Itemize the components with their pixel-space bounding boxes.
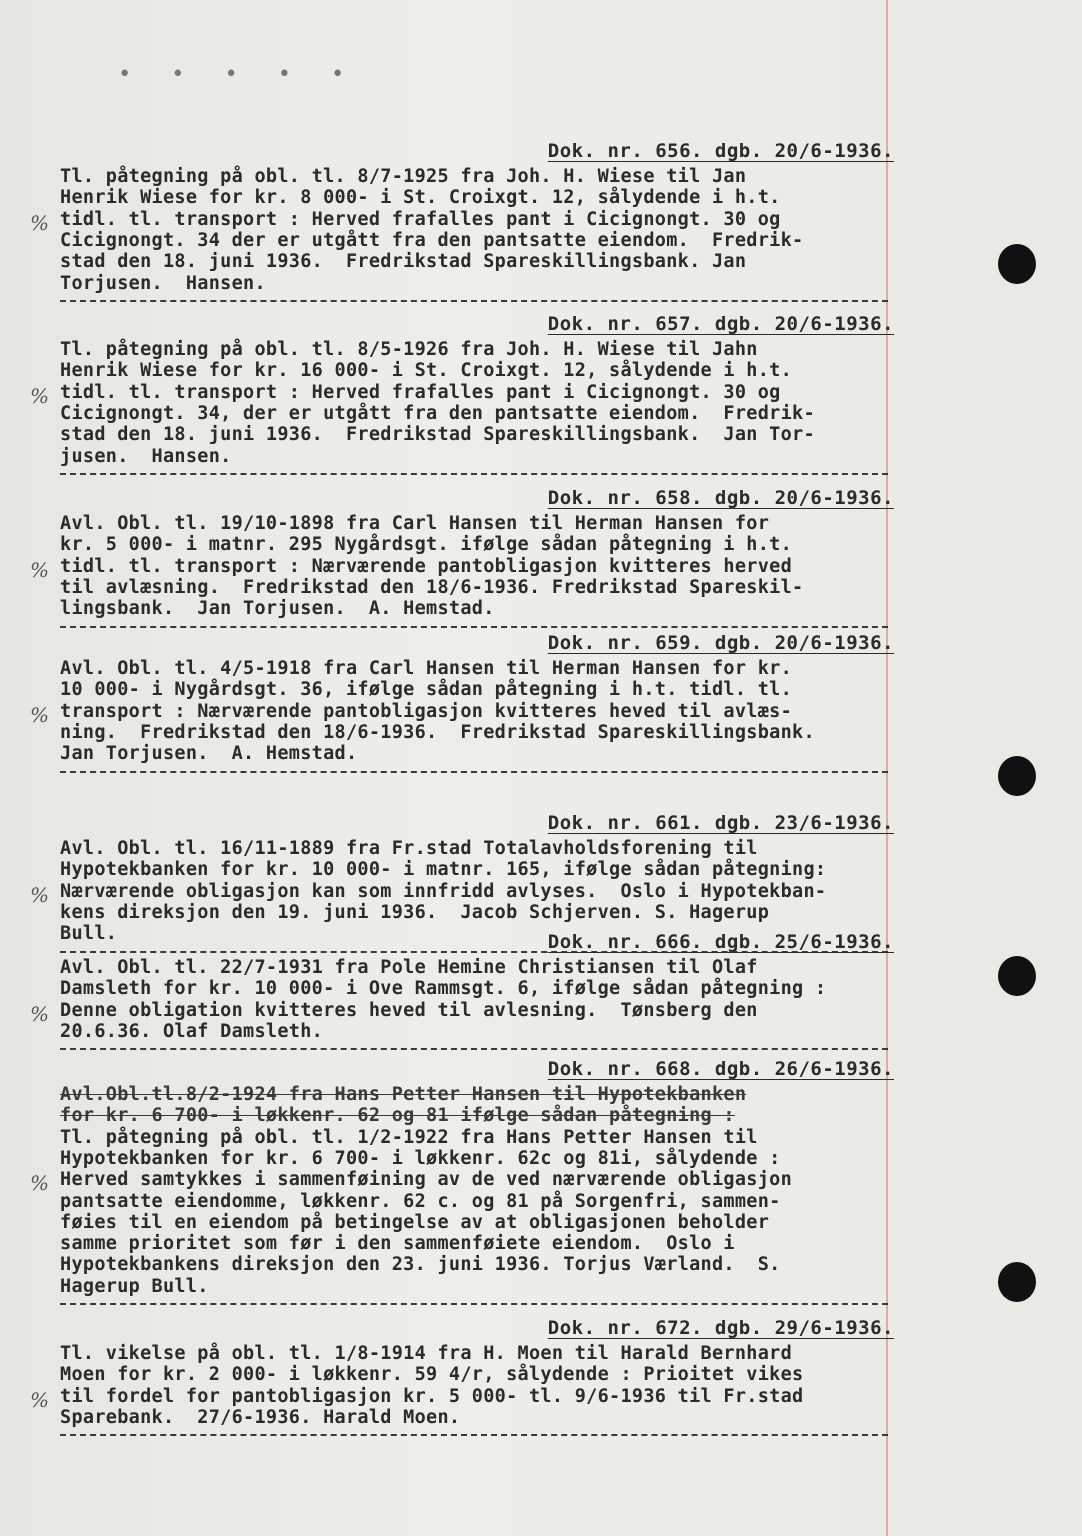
entry-text-line: Cicignongt. 34 der er utgått fra den pantsatte eiendom. Fredrik- xyxy=(60,229,804,251)
entry-text-line: Tl. påtegning på obl. tl. 8/5-1926 fra Joh. H. Wiese til Jahn xyxy=(60,339,758,360)
punch-hole xyxy=(998,1262,1036,1302)
entry-heading: Dok. nr. 658. dgb. 20/6-1936. xyxy=(547,487,894,509)
entry-text-line: Tl. vikelse på obl. tl. 1/8-1914 fra H. Moen til Harald Bernhard xyxy=(60,1343,793,1364)
entry-text-line: Henrik Wiese for kr. 16 000- i St. Croixgt. 12, sålydende i h.t. xyxy=(60,360,793,382)
entry-text-line: pantsatte eiendomme, løkkenr. 62 c. og 81 på Sorgenfri, sammen- xyxy=(60,1190,781,1212)
entry-text-line: tidl. tl. transport : Herved frafalles pant i Cicignongt. 30 og xyxy=(60,208,781,230)
entry-text-line: til fordel for pantobligasjon kr. 5 000- tl. 9/6-1936 til Fr.stad xyxy=(60,1385,804,1407)
entry-heading: Dok. nr. 668. dgb. 26/6-1936. xyxy=(547,1058,894,1080)
entry-separator xyxy=(60,771,888,773)
margin-mark: % xyxy=(30,702,50,727)
entry-text-line: 20.6.36. Olaf Damsleth. xyxy=(60,1020,324,1042)
entry-separator xyxy=(60,1434,888,1436)
punch-hole xyxy=(998,956,1036,996)
entry-text-line: føies til en eiendom på betingelse av at obligasjonen beholder xyxy=(60,1211,770,1233)
entry-text-line: Denne obligation kvitteres heved til avlesning. Tønsberg den xyxy=(60,999,758,1021)
entry-heading: Dok. nr. 656. dgb. 20/6-1936. xyxy=(547,140,894,162)
struck-line: for kr. 6 700- i løkkenr. 62 og 81 ifølge sådan påtegning : xyxy=(60,1105,735,1127)
entry-separator xyxy=(60,1303,888,1305)
punch-hole xyxy=(998,756,1036,796)
entry-text-line: stad den 18. juni 1936. Fredrikstad Spareskillingsbank. Jan Tor- xyxy=(60,424,815,446)
margin-mark: % xyxy=(30,557,50,582)
entry-text-line: lingsbank. Jan Torjusen. A. Hemstad. xyxy=(60,598,495,620)
entry-text-line: kens direksjon den 19. juni 1936. Jacob Schjerven. S. Hagerup xyxy=(60,901,770,923)
entry-text-line: transport : Nærværende pantobligasjon kvitteres heved til avlæs- xyxy=(60,700,793,722)
entry-heading: Dok. nr. 672. dgb. 29/6-1936. xyxy=(547,1317,894,1339)
entry-text-line: ning. Fredrikstad den 18/6-1936. Fredrikstad Spareskillingsbank. xyxy=(60,721,815,743)
entry-heading: Dok. nr. 657. dgb. 20/6-1936. xyxy=(547,313,894,335)
entry-heading: Dok. nr. 666. dgb. 25/6-1936. xyxy=(547,931,894,953)
entry-text-line: tidl. tl. transport : Nærværende pantobligasjon kvitteres herved xyxy=(60,555,793,577)
entry-text-line: Avl. Obl. tl. 22/7-1931 fra Pole Hemine Christiansen til Olaf xyxy=(60,957,758,978)
entry-heading: Dok. nr. 661. dgb. 23/6-1936. xyxy=(547,812,894,834)
entry-text-line: Moen for kr. 2 000- i løkkenr. 59 4/r, sålydende : Prioitet vikes xyxy=(60,1364,804,1386)
entry-separator xyxy=(60,626,888,628)
punch-hole xyxy=(998,244,1036,284)
entry-text-line: jusen. Hansen. xyxy=(60,445,232,467)
margin-mark: % xyxy=(30,882,50,907)
entry-text-line: Cicignongt. 34, der er utgått fra den pantsatte eiendom. Fredrik- xyxy=(60,402,815,424)
entry-text-line: Avl. Obl. tl. 4/5-1918 fra Carl Hansen til Herman Hansen for kr. xyxy=(60,658,793,679)
margin-mark: % xyxy=(30,1387,50,1412)
entry-text-line: Hypotekbanken for kr. 10 000- i matnr. 165, ifølge sådan påtegning: xyxy=(60,859,827,881)
margin-mark: % xyxy=(30,1171,50,1196)
entry-text-line: Hypotekbankens direksjon den 23. juni 1936. Torjus Værland. S. xyxy=(60,1254,781,1276)
entry-text-line: Damsleth for kr. 10 000- i Ove Rammsgt. 6, ifølge sådan påtegning : xyxy=(60,978,827,1000)
entry-text-line: kr. 5 000- i matnr. 295 Nygårdsgt. ifølge sådan påtegning i h.t. xyxy=(60,534,793,556)
entry-text-line: Tl. påtegning på obl. tl. 8/7-1925 fra Joh. H. Wiese til Jan xyxy=(60,166,747,187)
margin-mark: % xyxy=(30,1001,50,1026)
entry-text-line: Avl. Obl. tl. 19/10-1898 fra Carl Hansen til Herman Hansen for xyxy=(60,513,770,534)
entry-text-line: Hypotekbanken for kr. 6 700- i løkkenr. 62c og 81i, sålydende : xyxy=(60,1147,781,1169)
entry-text-line: Henrik Wiese for kr. 8 000- i St. Croixgt. 12, sålydende i h.t. xyxy=(60,187,781,209)
entry-text-line: Nærværende obligasjon kan som innfridd avlyses. Oslo i Hypotekban- xyxy=(60,880,827,902)
entry-text-line: 10 000- i Nygårdsgt. 36, ifølge sådan påtegning i h.t. tidl. tl. xyxy=(60,679,793,701)
entry-text-line: Torjusen. Hansen. xyxy=(60,272,266,294)
entry-text-line: Avl. Obl. tl. 16/11-1889 fra Fr.stad Totalavholdsforening til xyxy=(60,838,758,859)
entry-text-line: Herved samtykkes i sammenføining av de ved nærværende obligasjon xyxy=(60,1169,793,1191)
margin-rule xyxy=(886,0,888,1536)
entry-text-line: stad den 18. juni 1936. Fredrikstad Spareskillingsbank. Jan xyxy=(60,251,747,273)
entry-separator xyxy=(60,300,888,302)
entry-text-line: Hagerup Bull. xyxy=(60,1275,209,1297)
margin-mark: % xyxy=(30,210,50,235)
struck-line: Avl.Obl.tl.8/2-1924 fra Hans Petter Hansen til Hypotekbanken xyxy=(60,1084,747,1105)
entry-separator xyxy=(60,473,888,475)
entry-text-line: samme prioritet som før i den sammenføiete eiendom. Oslo i xyxy=(60,1233,735,1255)
entry-text-line: Jan Torjusen. A. Hemstad. xyxy=(60,743,358,765)
entry-text-line: Tl. påtegning på obl. tl. 1/2-1922 fra Hans Petter Hansen til xyxy=(60,1126,758,1148)
entry-separator xyxy=(60,1048,888,1050)
entry-heading: Dok. nr. 659. dgb. 20/6-1936. xyxy=(547,632,894,654)
entry-text-line: tidl. tl. transport : Herved frafalles pant i Cicignongt. 30 og xyxy=(60,381,781,403)
margin-mark: % xyxy=(30,383,50,408)
entry-text-line: Bull. xyxy=(60,923,118,945)
top-dots: ••••• xyxy=(118,62,385,87)
entry-text-line: Sparebank. 27/6-1936. Harald Moen. xyxy=(60,1406,461,1428)
entry-text-line: til avlæsning. Fredrikstad den 18/6-1936. Fredrikstad Spareskil- xyxy=(60,576,804,598)
